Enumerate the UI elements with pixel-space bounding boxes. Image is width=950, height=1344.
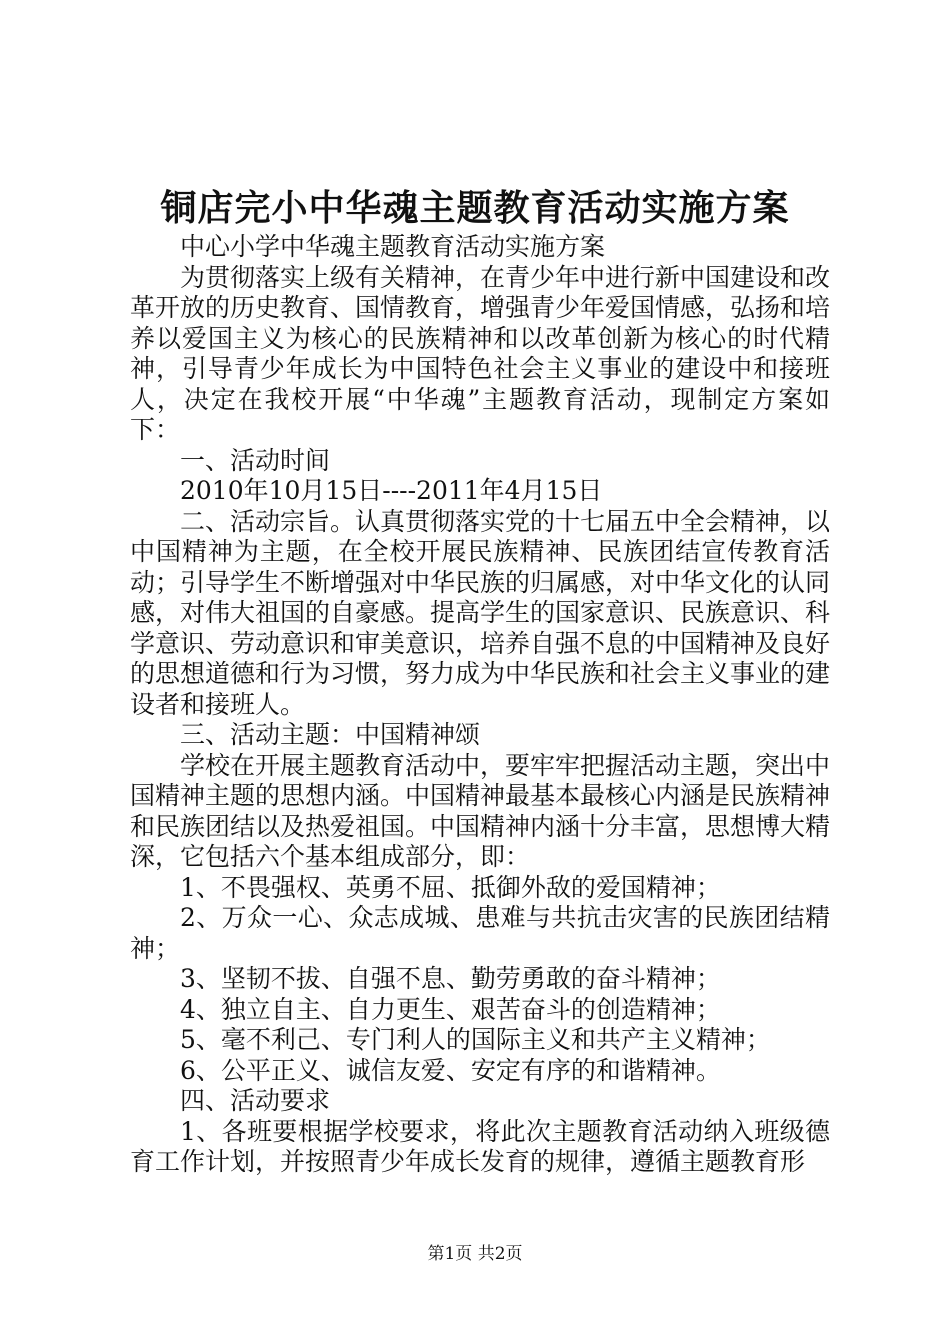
intro-paragraph: 为贯彻落实上级有关精神，在青少年中进行新中国建设和改革开放的历史教育、国情教育，增强青少年爱国情感，弘扬和培养以爱国主义为核心的民族精神和以改革创新为核心的时代精神，引导青少年成长为中国特色社会主义事业的建设中和接班人，决定在我校开展“中华魂”主题教育活动，现制定方案如下： [130, 262, 831, 444]
section-heading-requirements: 四、活动要求 [180, 1086, 331, 1115]
spirit-item: 3、坚韧不拔、自强不息、勤劳勇敢的奋斗精神； [180, 964, 721, 993]
page-number: 第1页 共2页 [427, 1244, 523, 1264]
section-heading-time: 一、活动时间 [180, 445, 331, 475]
activity-date-range: 2010年10月15日----2011年4月15日 [180, 476, 603, 505]
document-body [130, 232, 830, 1178]
spirit-item: 2、万众一心、众志成城、患难与共抗击灾害的民族团结精神； [130, 903, 830, 963]
subtitle-paragraph: 中心小学中华魂主题教育活动实施方案 [180, 232, 606, 261]
spirit-item: 6、公平正义、诚信友爱、安定有序的和谐精神。 [180, 1055, 721, 1085]
section-heading-theme: 三、活动主题：中国精神颂 [180, 720, 481, 749]
theme-paragraph: 学校在开展主题教育活动中，要牢牢把握活动主题，突出中国精神主题的思想内涵。中国精神最基本最核心内涵是民族精神和民族团结以及热爱祖国。中国精神内涵十分丰富，思想博大精深，它包括六个基本组成部分，即： [130, 750, 831, 871]
document-title: 铜店完小中华魂主题教育活动实施方案 [160, 187, 790, 229]
spirit-item: 1、不畏强权、英勇不屈、抵御外敌的爱国精神； [180, 872, 721, 902]
spirit-item: 4、独立自主、自力更生、艰苦奋斗的创造精神； [180, 994, 721, 1024]
spirit-item: 5、毫不利己、专门利人的国际主义和共产主义精神； [180, 1025, 771, 1054]
purpose-paragraph: 二、活动宗旨。认真贯彻落实党的十七届五中全会精神，以中国精神为主题，在全校开展民族精神、民族团结宣传教育活动；引导学生不断增强对中华民族的归属感，对中华文化的认同感，对伟大祖国的自豪感。提高学生的国家意识、民族意识、科学意识、劳动意识和审美意识，培养自强不息的中国精神及良好的思想道德和行为习惯，努力成为中华民族和社会主义事业的建设者和接班人。 [130, 506, 831, 719]
requirement-item: 1、各班要根据学校要求，将此次主题教育活动纳入班级德育工作计划，并按照青少年成长发育的规律，遵循主题教育形 [130, 1116, 830, 1176]
